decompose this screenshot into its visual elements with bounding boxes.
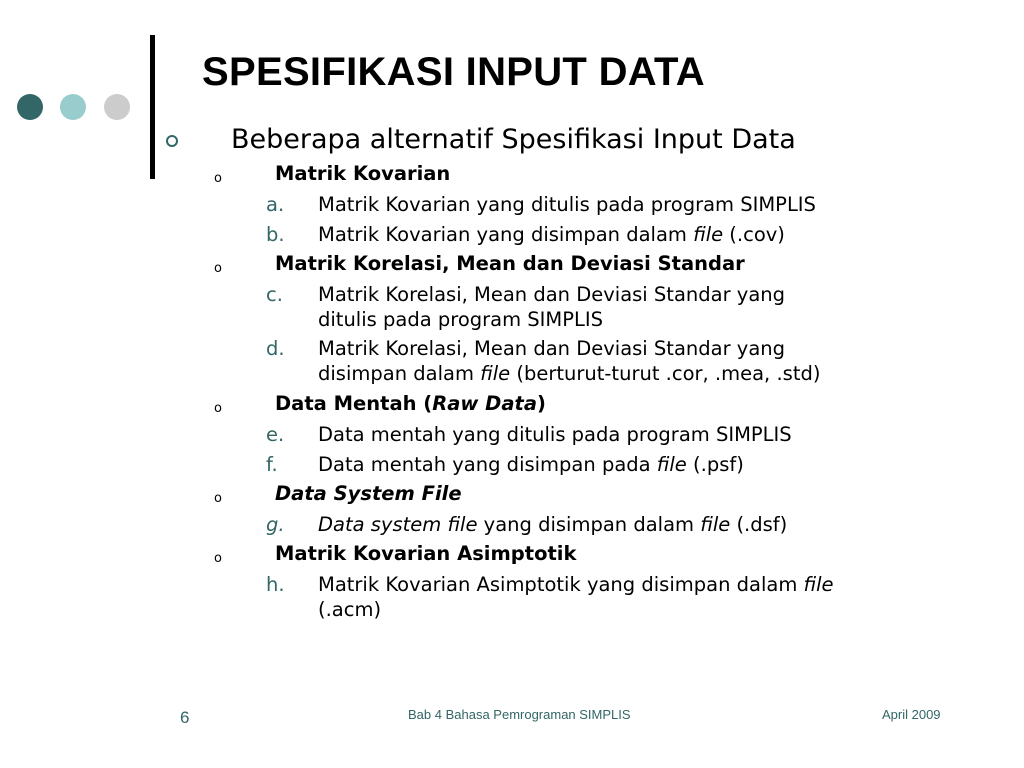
main-bullet-icon [166, 135, 178, 147]
footer-date: April 2009 [882, 707, 941, 722]
decorative-dot-gray [104, 94, 130, 120]
section-heading: Matrik Kovarian [275, 162, 451, 185]
item-text-part: (berturut-turut .cor, .mea, .std) [510, 362, 821, 385]
item-text [318, 222, 938, 247]
item-text [318, 452, 938, 477]
item-letter: d. [266, 337, 285, 360]
item-text-part: (.psf) [686, 453, 744, 476]
slide-title: SPESIFIKASI INPUT DATA [202, 50, 705, 94]
item-letter: a. [266, 193, 285, 216]
section-heading: Matrik Kovarian Asimptotik [275, 542, 577, 565]
decorative-dot-dark [17, 94, 43, 120]
item-letter: e. [266, 423, 285, 446]
item-letter: h. [266, 573, 285, 596]
sub-bullet-icon: o [214, 171, 222, 186]
item-text-italic: Data system file [318, 513, 478, 536]
item-letter: b. [266, 223, 285, 246]
item-text-part: Matrik Kovarian Asimptotik yang disimpan dalam [318, 573, 804, 596]
item-text-part: (.cov) [723, 223, 785, 246]
sub-bullet-icon: o [214, 261, 222, 276]
item-text-line: (.acm) [318, 598, 382, 621]
item-text-italic: file [700, 513, 731, 536]
section-heading-part: Data Mentah ( [275, 392, 433, 415]
page-number: 6 [180, 708, 190, 727]
item-text-line: ditulis pada program SIMPLIS [318, 308, 603, 331]
item-text-line: Matrik Korelasi, Mean dan Deviasi Standar yang [318, 283, 786, 306]
item-text-part: Matrik Kovarian yang disimpan dalam [318, 223, 694, 246]
sub-bullet-icon: o [214, 551, 222, 566]
section-heading [275, 481, 462, 507]
section-heading-italic: Data System File [275, 482, 462, 505]
footer-center-text: Bab 4 Bahasa Pemrograman SIMPLIS [408, 707, 631, 722]
main-point: Beberapa alternatif Spesifikasi Input Data [231, 124, 796, 155]
decorative-dot-teal [60, 94, 86, 120]
section-heading [275, 391, 546, 417]
item-text-italic: file [803, 573, 834, 596]
item-letter: c. [266, 283, 283, 306]
sub-bullet-icon: o [214, 401, 222, 416]
sub-bullet-icon: o [214, 491, 222, 506]
item-text [318, 572, 938, 622]
item-text: Data mentah yang ditulis pada program SIMPLIS [318, 423, 792, 446]
item-text: Matrik Kovarian yang ditulis pada program SIMPLIS [318, 193, 816, 216]
item-text-part: yang disimpan dalam [477, 513, 701, 536]
section-heading-part: ) [537, 392, 546, 415]
item-text-italic: file [693, 223, 724, 246]
item-text [318, 282, 938, 332]
item-text-line: Matrik Korelasi, Mean dan Deviasi Standar yang [318, 337, 786, 360]
item-letter: f. [266, 453, 278, 476]
item-text-part: disimpan dalam [318, 362, 481, 385]
section-heading: Matrik Korelasi, Mean dan Deviasi Standar [275, 252, 745, 275]
item-text-italic: file [656, 453, 687, 476]
item-text-italic: file [480, 362, 511, 385]
item-text-part: Data mentah yang disimpan pada [318, 453, 657, 476]
item-text-part: (.dsf) [730, 513, 788, 536]
item-letter [266, 512, 285, 537]
item-text [318, 336, 938, 386]
title-divider-bar [150, 35, 155, 179]
item-text [318, 512, 938, 537]
section-heading-italic: Raw Data [432, 392, 538, 415]
item-letter-italic: g. [266, 513, 285, 536]
